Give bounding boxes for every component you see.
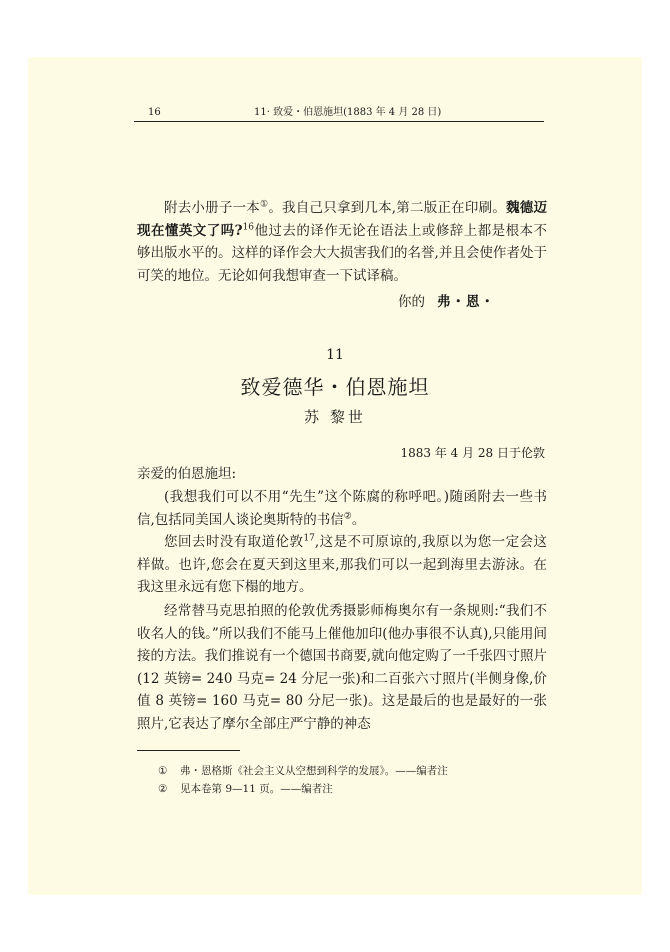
footnote-rule bbox=[137, 750, 240, 751]
footnote-ref: ② bbox=[343, 511, 352, 521]
note-ref: 17 bbox=[303, 533, 315, 544]
footnotes bbox=[158, 762, 518, 798]
letter-date: 1883 年 4 月 28 日于伦敦 bbox=[400, 446, 545, 460]
header-rule bbox=[134, 121, 544, 122]
page-number: 16 bbox=[148, 107, 161, 118]
footnote-2 bbox=[158, 780, 518, 798]
closing: 你的 bbox=[398, 294, 425, 310]
letter-paragraph-1 bbox=[137, 486, 547, 531]
running-header bbox=[108, 104, 545, 122]
letter-number: 11 bbox=[326, 347, 344, 363]
text-span: 他过去的译作无论在语法上或修辞上都是根本不够出版水平的。这样的译作会大大损害我们的名誉,并且会使作者处于可笑的地位。无论如何我想审查一下试译稿。 bbox=[137, 222, 547, 284]
running-title: 11· 致爱・伯恩施坦(1883 年 4 月 28 日) bbox=[254, 107, 442, 118]
text-span: 。我自己只拿到几本,第二版正在印刷。 bbox=[268, 200, 507, 216]
letter-location: 苏 黎世 bbox=[304, 408, 366, 426]
note-ref: 16 bbox=[242, 222, 255, 232]
text-span: 附去小册子一本 bbox=[164, 200, 261, 216]
footnote-marker: ② bbox=[158, 783, 168, 795]
signature-line bbox=[398, 290, 495, 310]
footnote-ref: ① bbox=[260, 199, 269, 210]
text-span: ,这是不可原谅的,我原以为您一定会这样做。也许,您会在夏天到这里来,那我们可以一起到海里去游泳。在我这里永远有您下榻的地方。 bbox=[137, 534, 547, 595]
footnote-text: 弗・恩格斯《社会主义从空想到科学的发展》。——编者注 bbox=[180, 765, 448, 777]
text-span: 。 bbox=[351, 511, 366, 528]
footnote-1 bbox=[158, 762, 518, 780]
bold-question: 魏德迈现在懂英文了吗? bbox=[137, 200, 547, 239]
salutation: 亲爱的伯恩施坦: bbox=[137, 466, 237, 482]
footnote-text: 见本卷第 9—11 页。——编者注 bbox=[180, 783, 333, 795]
signature: 弗・恩・ bbox=[437, 294, 495, 310]
letter-paragraph-2 bbox=[137, 531, 547, 599]
letter-paragraph-3: 经常替马克思拍照的伦敦优秀摄影师梅奥尔有一条规则:“我们不收名人的钱。”所以我们不能马上催他加印(他办事很不认真),只能用间接的方法。我们推说有一个德国书商要,就向他定购了一千张四寸照片(12 英镑= 240 马克= 24 分尼一张)和二百张六寸照片(半侧身像,价值 8 英镑= 160 马克= 80 分尼一张)。这是最后的也是最好的一张照片,它表达了摩尔全部庄严宁静的神态 bbox=[137, 603, 547, 732]
letter-title: 致爱德华・伯恩施坦 bbox=[240, 375, 430, 399]
footnote-marker: ① bbox=[158, 765, 168, 777]
text-span: (我想我们可以不用“先生”这个陈腐的称呼吧。)随函附去一些书信,包括同美国人谈论奥斯特的书信 bbox=[137, 489, 547, 528]
prev-letter-paragraph bbox=[137, 197, 547, 287]
text-span: 您回去时没有取道伦敦 bbox=[164, 534, 304, 550]
